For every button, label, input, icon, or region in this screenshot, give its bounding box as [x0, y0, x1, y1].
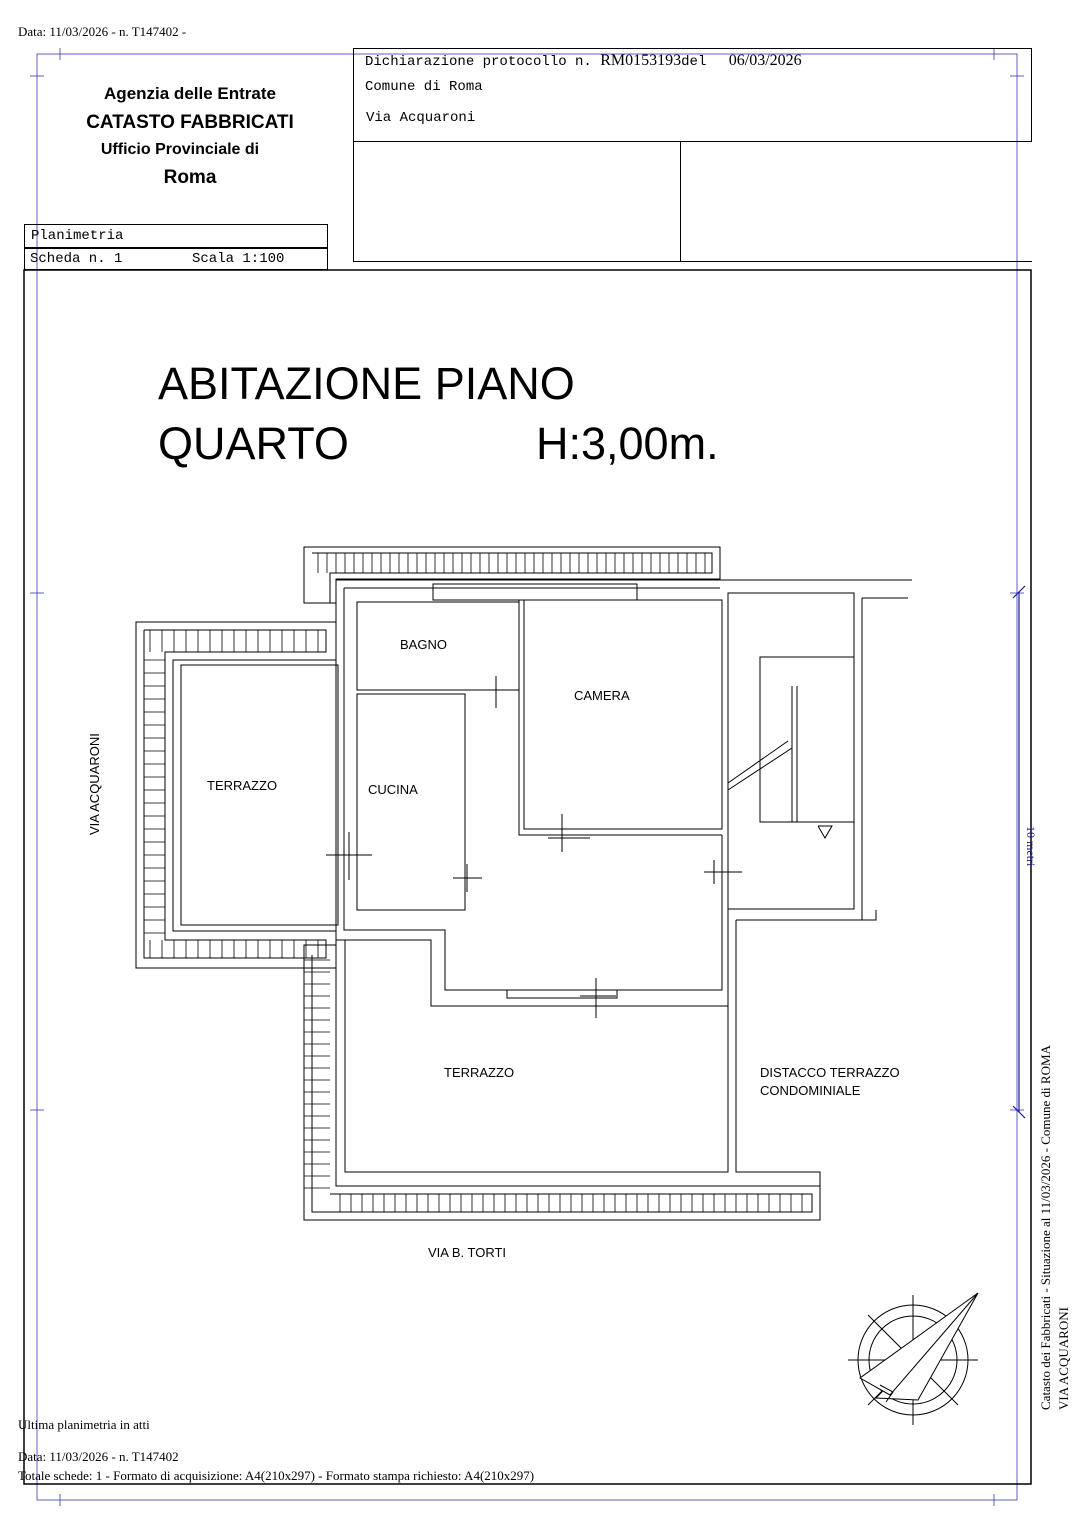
- declaration-label: Dichiarazione protocollo n.: [365, 54, 592, 70]
- sheet-scale: Scala 1:100: [192, 251, 285, 267]
- protocol-date: 06/03/2026: [728, 52, 802, 69]
- plan-height: H:3,00m.: [536, 418, 719, 469]
- street-left: VIA ACQUARONI: [87, 733, 102, 835]
- divider: [680, 142, 681, 262]
- agency-office: Ufficio Provinciale di: [100, 141, 260, 158]
- address: Via Acquaroni: [366, 110, 476, 126]
- declaration-line: [365, 52, 802, 70]
- footer-totals: Totale schede: 1 - Formato di acquisizione: A4(210x297) - Formato stampa richiesto: A4(210x297): [18, 1468, 535, 1483]
- top-stamp: Data: 11/03/2026 - n. T147402 -: [18, 24, 187, 39]
- agency-name: Agenzia delle Entrate: [104, 84, 276, 103]
- side-note-line1: Catasto dei Fabbricati - Situazione al 11/03/2026 - Comune di ROMA: [1038, 1045, 1053, 1410]
- room-terrazzo-bottom: TERRAZZO: [444, 1065, 515, 1080]
- footer-stamp: Data: 11/03/2026 - n. T147402: [18, 1449, 179, 1464]
- room-distacco-line1: DISTACCO TERRAZZO: [760, 1065, 900, 1080]
- room-terrazzo-left: TERRAZZO: [207, 778, 278, 793]
- agency-city: Roma: [163, 167, 217, 188]
- comune: Comune di Roma: [365, 79, 483, 95]
- side-note-line2: VIA ACQUARONI: [1056, 1307, 1071, 1410]
- declaration-lower-box: [353, 142, 1032, 262]
- protocol-number: RM0153193: [600, 52, 682, 69]
- footer-last: Ultima planimetria in atti: [18, 1417, 150, 1432]
- scale-bar-label: 10 metri: [1024, 826, 1038, 867]
- del-label: del: [681, 54, 707, 70]
- street-bottom: VIA B. TORTI: [428, 1245, 507, 1260]
- agency-department: CATASTO FABBRICATI: [86, 112, 294, 133]
- plan-floor: QUARTO: [158, 418, 349, 469]
- room-distacco-line2: CONDOMINIALE: [760, 1083, 861, 1098]
- room-cucina: CUCINA: [368, 782, 418, 797]
- plan-title: ABITAZIONE PIANO: [158, 358, 575, 409]
- divider: [24, 247, 328, 249]
- sheet-type: Planimetria: [31, 228, 124, 244]
- sheet-number: Scheda n. 1: [30, 251, 123, 267]
- room-camera: CAMERA: [574, 688, 630, 703]
- room-bagno: BAGNO: [400, 637, 447, 652]
